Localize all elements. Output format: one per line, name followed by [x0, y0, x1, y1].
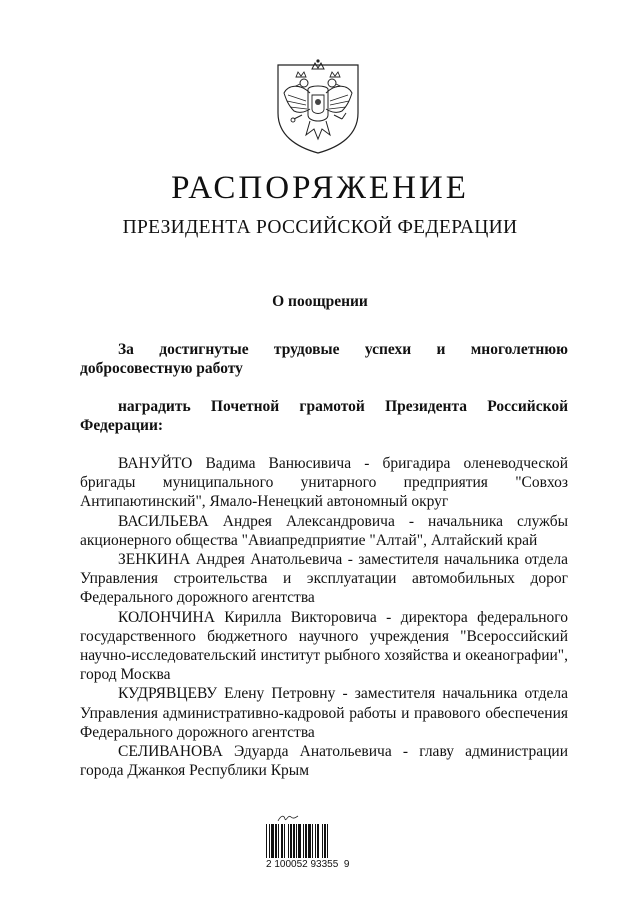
awardees-list	[80, 454, 568, 780]
resolution-paragraph: наградить Почетной грамотой Президента Российской Федерации:	[80, 398, 568, 434]
document-title: РАСПОРЯЖЕНИЕ	[171, 170, 469, 206]
barcode-bar	[312, 824, 313, 858]
awardee-paragraph: ЗЕНКИНА Андрея Анатольевича - заместителя начальника отдела Управления строительства и эксплуатации автомобильных дорог Федерального дорожного агентства	[80, 551, 568, 607]
barcode-bar	[308, 824, 311, 858]
document-subject: О поощрении	[272, 293, 368, 310]
barcode-icon	[266, 824, 358, 858]
barcode-bar	[324, 824, 326, 858]
preamble-paragraph: За достигнутые трудовые успехи и многолетнюю добросовестную работу	[80, 341, 568, 377]
barcode-bar	[278, 824, 279, 858]
barcode-bar	[275, 824, 277, 858]
barcode-number: 2 100052 93355 9	[266, 859, 350, 870]
barcode-bar	[266, 824, 267, 858]
awardee-paragraph: КОЛОНЧИНА Кирилла Викторовича - директора федерального государственного бюджетного научного учреждения "Всероссийский научно-исследовательский институт рыбного хозяйства и океанографии", город Москва	[80, 608, 568, 684]
barcode-bar	[271, 824, 274, 858]
barcode-bar	[293, 824, 295, 858]
signature-mark	[276, 812, 300, 824]
barcode-bar	[284, 824, 285, 858]
awardee-paragraph: ВАСИЛЬЕВА Андрея Александровича - начальника службы акционерного общества "Авиапредприятие "Алтай", Алтайский край	[80, 512, 568, 549]
barcode-bar	[322, 824, 323, 858]
barcode-bar	[269, 824, 270, 858]
barcode-block	[266, 812, 376, 874]
awardee-paragraph: СЕЛИВАНОВА Эдуарда Анатольевича - главу администрации города Джанкоя Республики Крым	[80, 743, 568, 780]
barcode-bar	[288, 824, 289, 858]
coat-of-arms-icon	[272, 55, 364, 155]
barcode-bar	[281, 824, 283, 858]
barcode-bar	[305, 824, 307, 858]
barcode-bar	[327, 824, 328, 858]
awardee-paragraph: КУДРЯВЦЕВУ Елену Петровну - заместителя начальника отдела Управления административно-кадровой работы и правового обеспечения Федерального дорожного агентства	[80, 685, 568, 741]
barcode-bar	[298, 824, 301, 858]
barcode-bar	[296, 824, 297, 858]
barcode-bar	[303, 824, 304, 858]
document-subtitle: ПРЕЗИДЕНТА РОССИЙСКОЙ ФЕДЕРАЦИИ	[122, 217, 518, 238]
awardee-paragraph: ВАНУЙТО Вадима Ванюсивича - бригадира оленеводческой бригады муниципального унитарного предприятия "Совхоз Антипаютинский", Ямало-Ненецкий автономный округ	[80, 455, 568, 511]
barcode-bar	[317, 824, 319, 858]
barcode-bar	[315, 824, 316, 858]
barcode-bar	[290, 824, 292, 858]
